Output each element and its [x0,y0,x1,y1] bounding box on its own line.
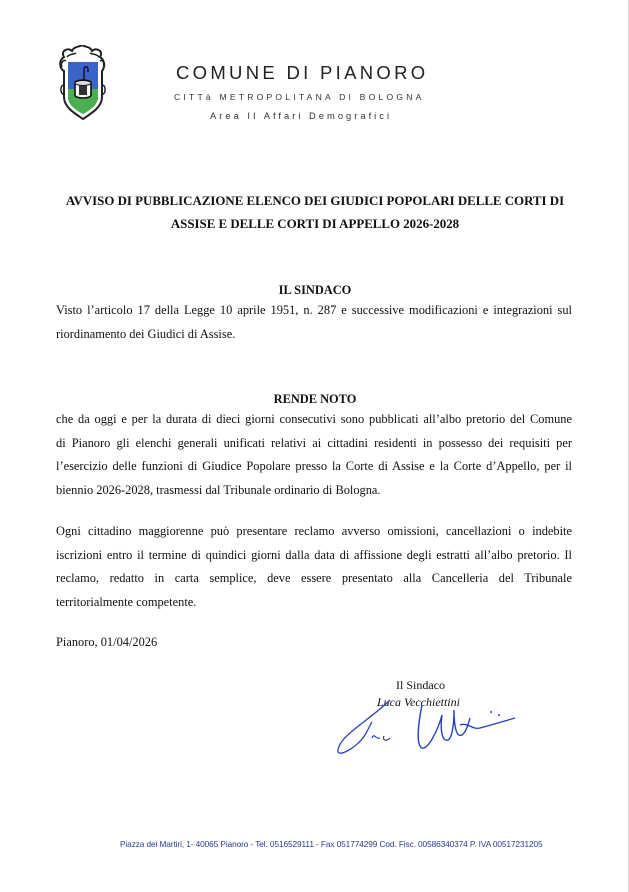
place-date: Pianoro, 01/04/2026 [56,635,158,649]
municipality-subtitle: CITTà METROPOLITANA DI BOLOGNA [174,92,425,102]
paragraph-line: Ogni cittadino maggiorenne può presentare reclamo avverso omissioni, cancellazioni o indebite [56,524,572,538]
rende-noto-paragraph-2 [56,520,572,614]
paragraph-line: Visto l’articolo 17 della Legge 10 aprile 1951, n. 287 e successive modificazioni e integrazioni sul [56,303,572,317]
signature-name: Luca Vecchiettini [377,695,460,709]
section-sindaco-paragraph [56,299,572,346]
rende-noto-paragraph-1 [56,408,572,502]
document-title [40,190,590,236]
title-line: AVVISO DI PUBBLICAZIONE ELENCO DEI GIUDICI POPOLARI DELLE CORTI DI [65,194,565,208]
department-name: Area II Affari Demografici [210,110,393,121]
paragraph-line: biennio 2026-2028, trasmessi dal Tribunale ordinario di Bologna. [56,482,381,497]
footer-contact-info: Piazza dei Martiri, 1- 40065 Pianoro - Tel. 0516529111 - Fax 051774299 Cod. Fisc. 00586340374 P. IVA 00517231205 [120,839,543,849]
paragraph-line: iscrizioni entro il termine di quindici giorni dalla data di affissione degli estratti all’albo pretorio. Il [56,547,572,562]
paragraph-line: di Pianoro gli elenchi generali unificati relativi ai cittadini residenti in possesso dei requisiti per [56,435,572,450]
section-heading-sindaco: IL SINDACO [278,283,352,297]
paragraph-line: reclamo, redatto in carta semplice, deve essere presentato alla Cancelleria del Tribunale [56,571,572,585]
paragraph-line: territorialmente competente. [56,594,197,609]
paragraph-line: l’esercizio delle funzioni di Giudice Popolare presso la Corte di Assise e la Corte d’Appello, per il [56,459,572,473]
signature-role: Il Sindaco [396,678,445,692]
title-line: ASSISE E DELLE CORTI DI APPELLO 2026-2028 [170,217,460,231]
paragraph-line: riordinamento dei Giudici di Assise. [56,326,236,341]
handwritten-signature-icon [330,680,520,760]
coat-of-arms-icon [58,45,108,120]
section-heading-rende-noto: RENDE NOTO [273,392,357,406]
municipality-name: COMUNE DI PIANORO [176,62,429,83]
paragraph-line: che da oggi e per la durata di dieci giorni consecutivi sono pubblicati all’albo pretorio del Comune [56,412,572,426]
